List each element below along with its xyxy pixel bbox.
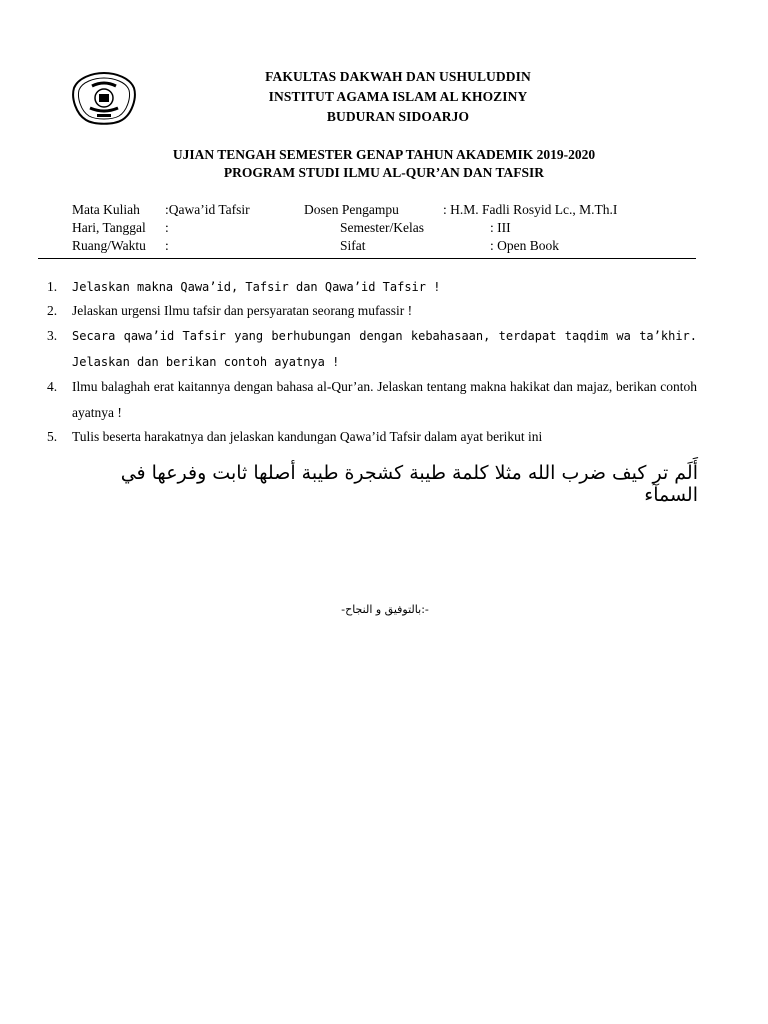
lecturer-value: : H.M. Fadli Rosyid Lc., M.Th.I xyxy=(443,202,618,217)
room-value: : xyxy=(165,238,169,253)
header-divider xyxy=(38,258,696,259)
arabic-verse: أَلَم تر كيف ضرب الله مثلا كلمة طيبة كشجرة طيبة أصلها ثابت وفرعها في السمآء xyxy=(120,462,698,506)
question-item xyxy=(47,374,697,426)
course-value: :Qawa’id Tafsir xyxy=(165,202,250,217)
question-number: 4. xyxy=(47,379,58,394)
question-number: 2. xyxy=(47,303,58,318)
program-title: PROGRAM STUDI ILMU AL-QUR’AN DAN TAFSIR xyxy=(223,165,545,180)
question-number: 3. xyxy=(47,328,58,343)
nature-label: Sifat xyxy=(340,238,366,253)
institute-location: BUDURAN SIDOARJO xyxy=(326,109,470,124)
question-text: Tulis beserta harakatnya dan jelaskan kandungan Qawa’id Tafsir dalam ayat berikut ini xyxy=(72,429,543,444)
exam-title: UJIAN TENGAH SEMESTER GENAP TAHUN AKADEMIK 2019-2020 xyxy=(172,147,596,162)
institute-name: INSTITUT AGAMA ISLAM AL KHOZINY xyxy=(268,89,528,104)
lecturer-label: Dosen Pengampu xyxy=(304,202,399,217)
question-item xyxy=(47,274,697,300)
question-text: Jelaskan urgensi Ilmu tafsir dan persyaratan seorang mufassir ! xyxy=(72,303,413,318)
closing-greeting: -:بالتوفيق و النجاح- xyxy=(341,603,429,616)
course-label: Mata Kuliah xyxy=(72,202,140,217)
question-item xyxy=(47,424,697,450)
question-item xyxy=(47,298,697,324)
question-item xyxy=(47,323,697,375)
semester-value: : III xyxy=(490,220,511,235)
date-label: Hari, Tanggal xyxy=(72,220,146,235)
date-value: : xyxy=(165,220,169,235)
question-number: 1. xyxy=(47,279,58,294)
question-number: 5. xyxy=(47,429,58,444)
question-text: Jelaskan makna Qawa’id, Tafsir dan Qawa’id Tafsir ! xyxy=(72,280,441,294)
faculty-name: FAKULTAS DAKWAH DAN USHULUDDIN xyxy=(265,69,531,84)
question-text: Secara qawa’id Tafsir yang berhubungan dengan kebahasaan, terdapat taqdim wa ta’khir. Jelaskan dan berikan contoh ayatnya ! xyxy=(72,329,697,369)
semester-label: Semester/Kelas xyxy=(340,220,424,235)
nature-value: : Open Book xyxy=(490,238,559,253)
room-label: Ruang/Waktu xyxy=(72,238,146,253)
question-text: Ilmu balaghah erat kaitannya dengan bahasa al-Qur’an. Jelaskan tentang makna hakikat dan majaz, berikan contoh ayatnya ! xyxy=(72,379,697,420)
